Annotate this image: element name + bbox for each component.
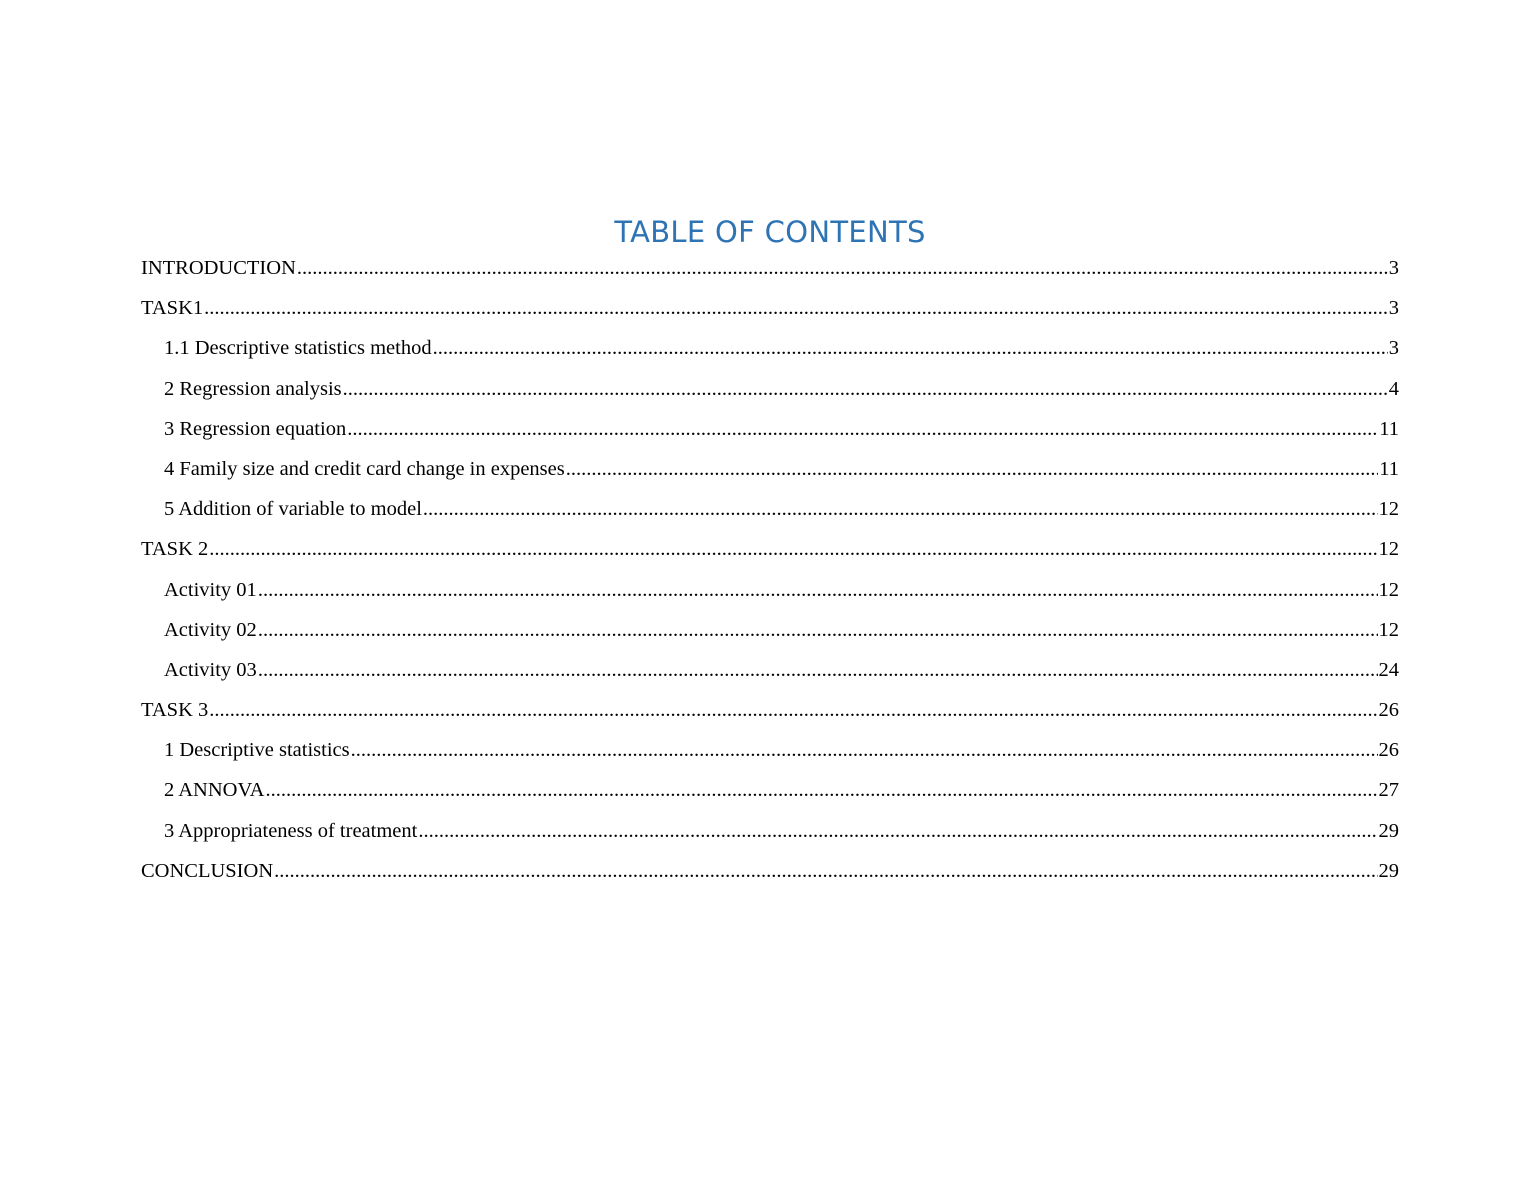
toc-entry-label: 3 Regression equation — [164, 413, 347, 445]
toc-entry[interactable] — [141, 614, 1399, 654]
toc-entry[interactable] — [141, 855, 1399, 895]
toc-entry-label: 2 ANNOVA — [164, 774, 265, 806]
toc-dot-leader — [258, 654, 1378, 686]
toc-entry-page: 4 — [1388, 373, 1399, 405]
toc-entry-page: 26 — [1378, 694, 1400, 726]
toc-dot-leader — [258, 574, 1378, 606]
toc-entry[interactable] — [141, 694, 1399, 734]
toc-entry[interactable] — [141, 332, 1399, 372]
toc-entry-label: 2 Regression analysis — [164, 373, 343, 405]
toc-dot-leader — [343, 373, 1388, 405]
toc-entry[interactable] — [141, 292, 1399, 332]
toc-entry-page: 12 — [1378, 574, 1400, 606]
toc-entry-page: 26 — [1378, 734, 1400, 766]
toc-dot-leader — [209, 694, 1377, 726]
toc-entry-page: 3 — [1388, 252, 1399, 284]
toc-dot-leader — [265, 774, 1377, 806]
toc-entry-page: 24 — [1378, 654, 1400, 686]
toc-entry-label: Activity 02 — [164, 614, 258, 646]
toc-entry-page: 12 — [1378, 493, 1400, 525]
toc-entry[interactable] — [141, 774, 1399, 814]
toc-entry[interactable] — [141, 413, 1399, 453]
toc-title: TABLE OF CONTENTS — [614, 215, 926, 249]
toc-entry-page: 12 — [1378, 614, 1400, 646]
toc-entry-page: 29 — [1378, 815, 1400, 847]
toc-entry[interactable] — [141, 574, 1399, 614]
toc-entry-label: 4 Family size and credit card change in expenses — [164, 453, 566, 485]
toc-entry-page: 27 — [1378, 774, 1400, 806]
toc-entry[interactable] — [141, 453, 1399, 493]
toc-dot-leader — [351, 734, 1378, 766]
toc-dot-leader — [274, 855, 1377, 887]
toc-entry-label: Activity 01 — [164, 574, 258, 606]
toc-entry-label: 1 Descriptive statistics — [164, 734, 351, 766]
toc-entry[interactable] — [141, 654, 1399, 694]
toc-entry-page: 11 — [1378, 453, 1399, 485]
toc-entry-label: TASK 3 — [141, 694, 209, 726]
toc-entry[interactable] — [141, 493, 1399, 533]
toc-dot-leader — [258, 614, 1378, 646]
toc-entry-label: Activity 03 — [164, 654, 258, 686]
toc-dot-leader — [297, 252, 1388, 284]
toc-entry-label: TASK1 — [141, 292, 204, 324]
toc-entry-label: 5 Addition of variable to model — [164, 493, 423, 525]
toc-entry[interactable] — [141, 734, 1399, 774]
toc-list — [141, 252, 1399, 895]
toc-entry[interactable] — [141, 533, 1399, 573]
toc-entry[interactable] — [141, 252, 1399, 292]
toc-dot-leader — [418, 815, 1377, 847]
toc-entry-label: CONCLUSION — [141, 855, 274, 887]
toc-entry-label: 1.1 Descriptive statistics method — [164, 332, 433, 364]
toc-entry[interactable] — [141, 373, 1399, 413]
toc-entry-page: 29 — [1378, 855, 1400, 887]
toc-dot-leader — [209, 533, 1377, 565]
toc-entry-page: 12 — [1378, 533, 1400, 565]
toc-entry-label: 3 Appropriateness of treatment — [164, 815, 418, 847]
toc-dot-leader — [204, 292, 1388, 324]
toc-dot-leader — [347, 413, 1378, 445]
toc-entry[interactable] — [141, 815, 1399, 855]
toc-entry-page: 11 — [1378, 413, 1399, 445]
toc-entry-page: 3 — [1388, 332, 1399, 364]
toc-dot-leader — [433, 332, 1388, 364]
toc-dot-leader — [566, 453, 1379, 485]
toc-dot-leader — [423, 493, 1378, 525]
toc-entry-page: 3 — [1388, 292, 1399, 324]
toc-entry-label: INTRODUCTION — [141, 252, 297, 284]
toc-entry-label: TASK 2 — [141, 533, 209, 565]
